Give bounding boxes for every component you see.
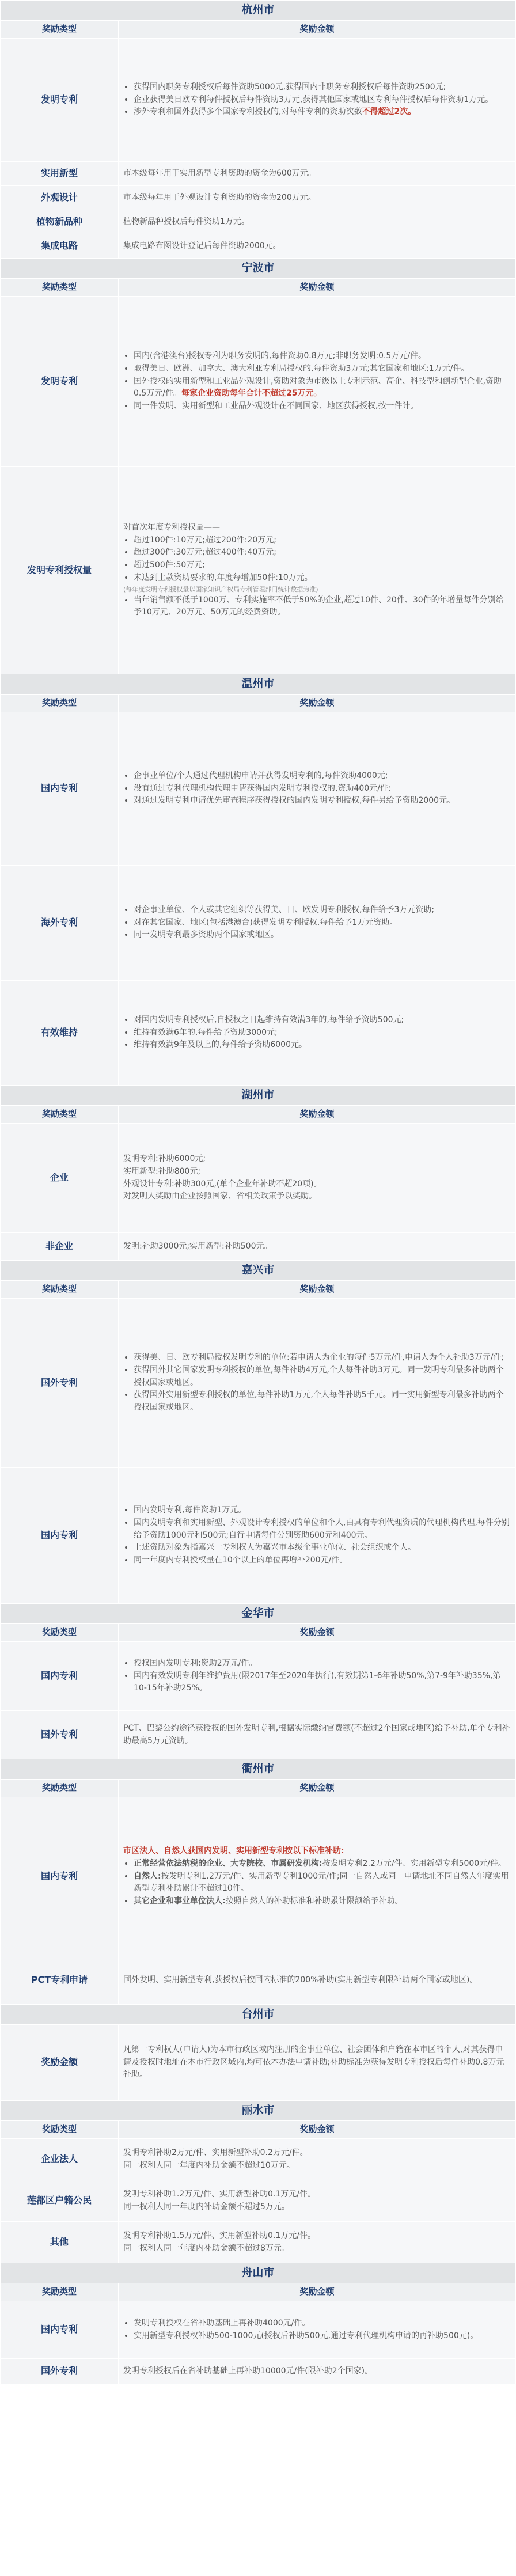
table-row [1,981,516,1086]
header-type: 奖励类型 [1,1624,119,1642]
header-row [1,21,516,39]
table-row [1,2222,516,2263]
table-row [1,297,516,467]
header-row [1,695,516,712]
list-item-lead: 自然人: [134,1871,161,1881]
city-name: 杭州市 [1,1,516,21]
header-type: 奖励类型 [1,695,119,712]
city-name: 丽水市 [1,2101,516,2121]
header-row [1,1281,516,1299]
list-item: • 超过100件:10万元;超过200件:20万元; [134,534,511,547]
header-type: 奖励类型 [1,21,119,39]
list-item-lead: 正常经营依法纳税的企业、大专院校、市属研发机构: [134,1858,322,1868]
city-name: 舟山市 [1,2263,516,2283]
paragraph: 外观设计专利:补助300元,(单个企业年补助不超20项)。 [123,1179,322,1189]
list-item: • 超过500件:50万元; [134,559,511,572]
table-row [1,2180,516,2222]
row-content [119,297,516,467]
paragraph: 发明专利补助1.5万元/件、实用新型补助0.1万元/件。 [123,2230,316,2240]
header-type: 奖励类型 [1,1780,119,1797]
row-label: 国内专利 [1,2301,119,2359]
row-label: 集成电路 [1,234,119,259]
row-label: 海外专利 [1,866,119,981]
list-item: • 国内有效发明专利年维护费用(限2017年至2020年执行),有效期第1-6年补助50%,第7-9年补助35%,第10-15年补助25%。 [134,1670,511,1695]
row-label: 国外专利 [1,2359,119,2384]
header-amount: 奖励金额 [119,21,516,39]
header-row [1,1106,516,1124]
city-row-quzhou [1,1759,516,1780]
header-row [1,1624,516,1642]
city-name: 温州市 [1,674,516,695]
row-content [119,1468,516,1604]
list-item: • 实用新型专利授权补助500-1000元(授权后补助500元,通过专利代理机构申请的再补助500元)。 [134,2330,511,2343]
table-row [1,712,516,866]
list-item: • 维持有效满6年的,每件给予资助3000元; [134,1027,511,1039]
row-content [119,2180,516,2222]
paragraph: 发明专利:补助6000元; [123,1154,206,1164]
list-item: • 没有通过专利代理机构代理申请获得国内发明专利授权的,资助400元/件; [134,783,511,795]
row-content: 发明专利授权后在省补助基础上再补助10000元/件(限补助2个国家)。 [119,2359,516,2384]
table-row [1,210,516,234]
list-item-lead: 其它企业和事业单位法人: [134,1896,226,1906]
header-row [1,2121,516,2139]
row-content [119,1124,516,1233]
row-label: 国内专利 [1,712,119,866]
city-name: 嘉兴市 [1,1261,516,1281]
city-row-wenzhou [1,674,516,695]
header-type: 奖励类型 [1,2121,119,2139]
table-row [1,1711,516,1759]
table-row [1,1642,516,1711]
list-item-text: 按发明专利2.2万元/件、实用新型专利5000元/件。 [322,1858,506,1868]
row-label: 国内专利 [1,1642,119,1711]
list-item [134,106,511,119]
note-text: (每年度发明专利授权量以国家知识产权局专利管理部门统计数据为准) [123,585,318,593]
row-content: 国外发明、实用新型专利,获授权后按国内标准的200%补助(实用新型专利限补助两个国家或地区)。 [119,1956,516,2005]
row-label: 外观设计 [1,186,119,210]
paragraph: 发明专利补助2万元/件、实用新型补助0.2万元/件。 [123,2148,308,2157]
city-row-zhoushan [1,2263,516,2283]
list-item: • 国内(含港澳台)授权专利为职务发明的,每件资助0.8万元;非职务发明:0.5万元/件。 [134,350,511,363]
header-type: 奖励类型 [1,1106,119,1124]
table-row [1,1233,516,1261]
list-item: • 同一发明专利最多资助两个国家或地区。 [134,929,511,942]
row-label: 有效维持 [1,981,119,1086]
row-label: 发明专利 [1,297,119,467]
list-item: • 获得国内职务专利授权后每件资助5000元,获得国内非职务专利授权后每件资助2500元; [134,81,511,94]
header-amount: 奖励金额 [119,279,516,297]
header-type: 奖励类型 [1,1281,119,1299]
list-item: • 对企事业单位、个人或其它组织等获得美、日、欧发明专利授权,每件给予3万元资助; [134,904,511,917]
table-row [1,39,516,162]
table-row [1,186,516,210]
city-row-hangzhou [1,1,516,21]
list-item: • 对通过发明专利申请优先审查程序获得授权的国内发明专利授权,每件另给予资助2000元。 [134,795,511,807]
row-label: 企业 [1,1124,119,1233]
list-item: • 国内发明专利,每件资助1万元。 [134,1504,511,1517]
row-label: 国内专利 [1,1468,119,1604]
list-item: • 同一件发明、实用新型和工业品外观设计在不同国家、地区获得授权,按一件计。 [134,400,511,413]
city-row-jiaxing [1,1261,516,1281]
row-content [119,1299,516,1468]
list-item: • 获得国外其它国家发明专利授权的单位,每件补助4万元,个人每件补助3万元。同一发明专利最多补助两个授权国家或地区。 [134,1364,511,1389]
table-row [1,234,516,259]
header-row [1,2283,516,2301]
table-row [1,1124,516,1233]
row-content [119,2301,516,2359]
row-content: 植物新品种授权后每件资助1万元。 [119,210,516,234]
table-row [1,2359,516,2384]
table-row [1,162,516,186]
city-name: 台州市 [1,2005,516,2025]
city-row-huzhou [1,1086,516,1106]
row-content [119,712,516,866]
city-row-jinhua [1,1604,516,1624]
row-content [119,2222,516,2263]
list-item: • 未达到上款资助要求的,年度每增加50件:10万元。 [134,572,511,585]
header-amount: 奖励金额 [119,2121,516,2139]
list-item-text: 按照自然人的补助标准和补助累计限额给予补助。 [225,1896,403,1906]
paragraph: 发明专利补助1.2万元/件、实用新型补助0.1万元/件。 [123,2189,316,2199]
list-item: • 企事业单位/个人通过代理机构申请并获得发明专利的,每件资助4000元; [134,770,511,783]
row-label: 奖励金额 [1,2025,119,2101]
table-row [1,2139,516,2180]
list-item: • 维持有效满9年及以上的,每件给予资助6000元。 [134,1039,511,1052]
row-label: 其他 [1,2222,119,2263]
city-name: 衢州市 [1,1759,516,1780]
header-amount: 奖励金额 [119,1780,516,1797]
header-type: 奖励类型 [1,2283,119,2301]
row-content [119,866,516,981]
paragraph: 同一权利人同一年度内补助金额不超过8万元。 [123,2243,290,2253]
row-label: 非企业 [1,1233,119,1261]
list-item: • 对国内发明专利授权后,自授权之日起维持有效满3年的,每件给予资助500元; [134,1014,511,1027]
header-amount: 奖励金额 [119,1281,516,1299]
city-row-taizhou [1,2005,516,2025]
row-label: PCT专利申请 [1,1956,119,2005]
list-item: • 取得美日、欧洲、加拿大、澳大利亚专利局授权的,每件资助3万元;其它国家和地区:1万元/件。 [134,363,511,375]
header-amount: 奖励金额 [119,695,516,712]
section-heading: 市区法人、自然人获国内发明、实用新型专利按以下标准补助: [123,1846,344,1856]
highlight-text: 不得超过2次。 [362,107,416,117]
city-row-ningbo [1,259,516,279]
list-item [134,1871,511,1895]
row-label: 莲都区户籍公民 [1,2180,119,2222]
row-content: 凡第一专利权人(申请人)为本市行政区域内注册的企事业单位、社会团体和户籍在本市区的个人,对其获得申请及授权时地址在本市行政区域内,均可依本办法申请补助;补助标准为获得发明专利授权后每件补助0.8万元补助。 [119,2025,516,2101]
row-label: 国外专利 [1,1711,119,1759]
list-item [134,1858,511,1871]
table-row [1,2025,516,2101]
paragraph: 对首次年度专利授权量—— [123,523,220,533]
header-row [1,279,516,297]
list-item: • 同一年度内专利授权量在10个以上的单位再增补200元/件。 [134,1554,511,1567]
table-row [1,467,516,674]
row-content [119,1797,516,1956]
paragraph: 同一权利人同一年度内补助金额不超过10万元。 [123,2160,295,2170]
list-item: • 企业获得美日欧专利每件授权后每件资助3万元,获得其他国家或地区专利每件授权后每件资助1万元。 [134,94,511,107]
paragraph: 实用新型:补助800元; [123,1166,201,1176]
header-amount: 奖励金额 [119,2283,516,2301]
city-row-lishui [1,2101,516,2121]
row-content: 市本级每年用于外观设计专利资助的资金为200万元。 [119,186,516,210]
list-item [134,375,511,400]
header-amount: 奖励金额 [119,1624,516,1642]
list-item: • 获得美、日、欧专利局授权发明专利的单位:若申请人为企业的每件5万元/件,申请人为个人补助3万元/件; [134,1352,511,1364]
list-item: • 国内发明专利和实用新型、外观设计专利授权的单位和个人,由具有专利代理资质的代理机构代理,每件分别给予资助1000元和500元;自行申请每件分别资助600元和400元。 [134,1517,511,1542]
city-name: 湖州市 [1,1086,516,1106]
header-type: 奖励类型 [1,279,119,297]
row-label: 植物新品种 [1,210,119,234]
row-content: PCT、巴黎公约途径获授权的国外发明专利,根据实际缴纳官费额(不超过2个国家或地区)给予补助,单个专利补助最高5万元资助。 [119,1711,516,1759]
table-row [1,2301,516,2359]
row-content [119,467,516,674]
table-row [1,1797,516,1956]
header-row [1,1780,516,1797]
list-item: • 获得国外实用新型专利授权的单位,每件补助1万元,个人每件补助5千元。同一实用新型专利最多补助两个授权国家或地区。 [134,1389,511,1414]
row-content [119,2139,516,2180]
row-content: 发明:补助3000元;实用新型:补助500元。 [119,1233,516,1261]
row-label: 发明专利授权量 [1,467,119,674]
paragraph: 对发明人奖励由企业按照国家、省相关政策予以奖励。 [123,1192,317,1201]
row-label: 国内专利 [1,1797,119,1956]
row-content [119,981,516,1086]
list-item: • 对在其它国家、地区(包括港澳台)获得发明专利授权,每件给予1万元资助。 [134,917,511,930]
row-label: 发明专利 [1,39,119,162]
list-item: • 发明专利授权在省补助基础上再补助4000元/件。 [134,2317,511,2330]
city-name: 宁波市 [1,259,516,279]
table-row [1,1468,516,1604]
list-item: • 授权国内发明专利:资助2万元/件。 [134,1657,511,1670]
paragraph: 同一权利人同一年度内补助金额不超过5万元。 [123,2202,290,2211]
row-label: 实用新型 [1,162,119,186]
list-item: • 上述资助对象为指嘉兴一专利权人为嘉兴市本级企事业单位、社会组织或个人。 [134,1542,511,1554]
city-name: 金华市 [1,1604,516,1624]
row-content: 市本级每年用于实用新型专利资助的资金为600万元。 [119,162,516,186]
header-amount: 奖励金额 [119,1106,516,1124]
list-item: • 当年销售额不低于1000万、专利实施率不低于50%的企业,超过10件、20件、30件的年增量每件分别给予10万元、20万元、50万元的经费资助。 [134,594,511,619]
row-content [119,1642,516,1711]
row-label: 国外专利 [1,1299,119,1468]
row-content: 集成电路布图设计登记后每件资助2000元。 [119,234,516,259]
list-item [134,1895,511,1908]
row-label: 企业法人 [1,2139,119,2180]
table-row [1,1299,516,1468]
list-item: • 超过300件:30万元;超过400件:40万元; [134,547,511,559]
list-item-text: 涉外专利和国外获得多个国家专利授权的,对每件专利的资助次数 [134,107,362,117]
list-item-text: 国外授权的实用新型和工业品外观设计,资助对象为市级以上专利示范、高企、科技型和创新型企业,资助0.5万元/件。 [134,376,502,399]
list-item-text: 按发明专利1.2万元/件、实用新型专利1000元/件;同一自然人或同一申请地址不同自然人年度实用新型专利补助累计不超过10件。 [134,1871,509,1894]
table-row [1,866,516,981]
table-row [1,1956,516,2005]
row-content [119,39,516,162]
highlight-text: 每家企业资助每年合计不超过25万元。 [181,389,322,399]
